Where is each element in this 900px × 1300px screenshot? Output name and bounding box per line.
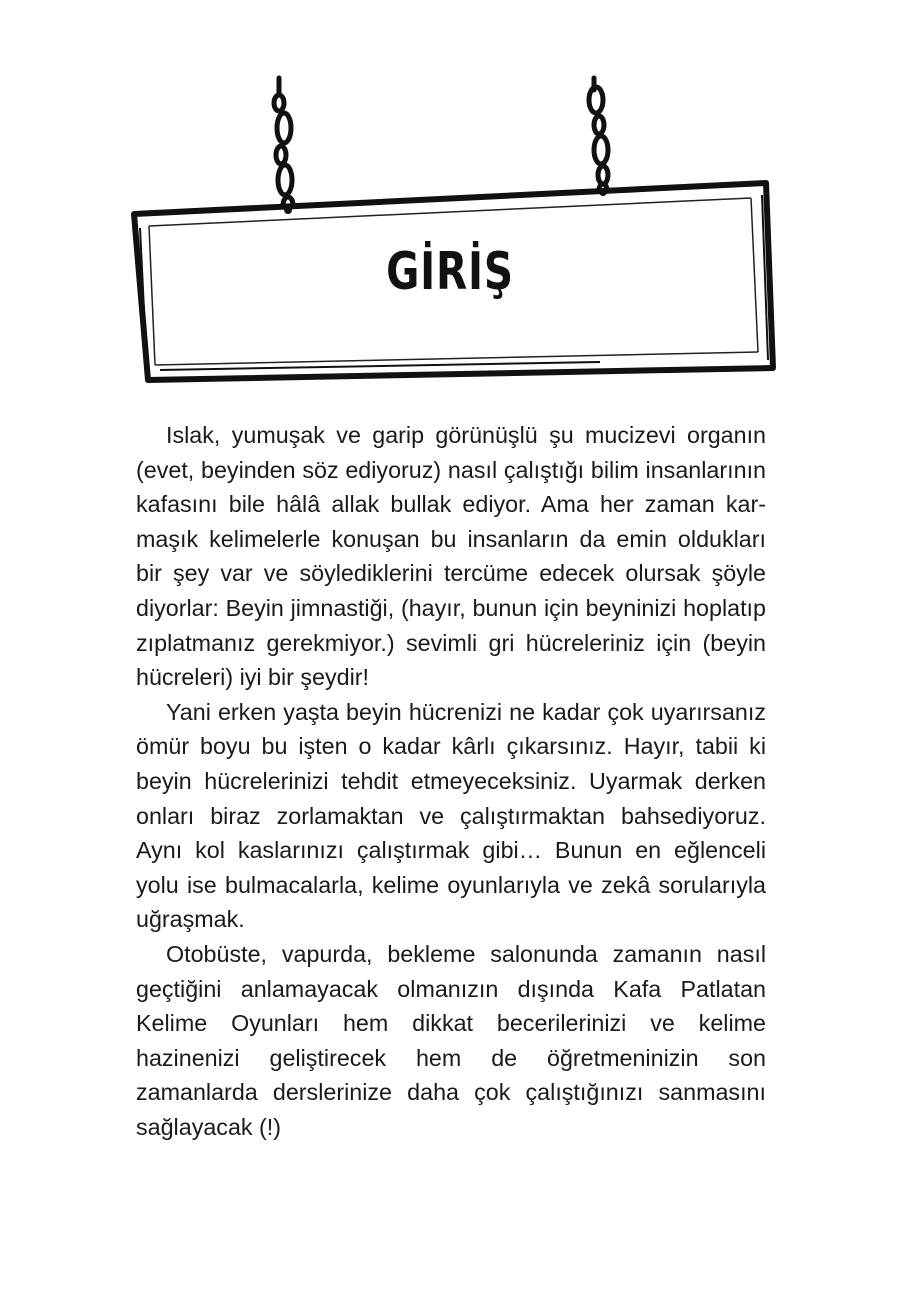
right-chain-icon [589,78,608,196]
intro-text [136,418,766,1144]
page-title: GİRİŞ [386,242,514,302]
left-chain-icon [274,78,293,213]
paragraph: Islak, yumuşak ve garip görünüşlü şu mucizevi organın (evet, beyinden söz ediyoruz) nasıl çalıştığı bilim insanlarının kafasını bile hâlâ allak bullak ediyor. Ama her zaman karmaşık kelimelerle konuşan bu insanların da emin oldukları bir şey var ve söylediklerini tercüme edecek olursak şöyle diyorlar: Beyin jimnastiği, (hayır, bunun için beyninizi hoplatıp zıplatmanız gerekmiyor.) sevimli gri hücreleriniz için (beyin hücreleri) iyi bir şeydir! [136,422,766,691]
sign-board-illustration [0,0,900,400]
paragraph: Otobüste, vapurda, bekleme salonunda zamanın nasıl geçtiğini anlamayacak olmanızın dışında Kafa Patlatan Kelime Oyunları hem dikkat becerilerinizi ve kelime hazinenizi geliştirecek hem de öğretmeninizin son zamanlarda derslerinize daha çok çalıştığınızı sanmasını sağlayacak (!) [136,940,766,1140]
paragraph: Yani erken yaşta beyin hücrenizi ne kadar çok uyarırsanız ömür boyu bu işten o kadar kârlı çıkarsınız. Hayır, tabii ki beyin hücrelerinizi tehdit etmeyeceksiniz. Uyarmak derken onları biraz zorlamaktan ve çalıştırmaktan bahsediyoruz. Aynı kol kaslarınızı çalıştırmak gibi… Bunun en eğlenceli yolu ise bulmacalarla, kelime oyunlarıyla ve zekâ sorularıyla uğraşmak. [136,698,766,933]
